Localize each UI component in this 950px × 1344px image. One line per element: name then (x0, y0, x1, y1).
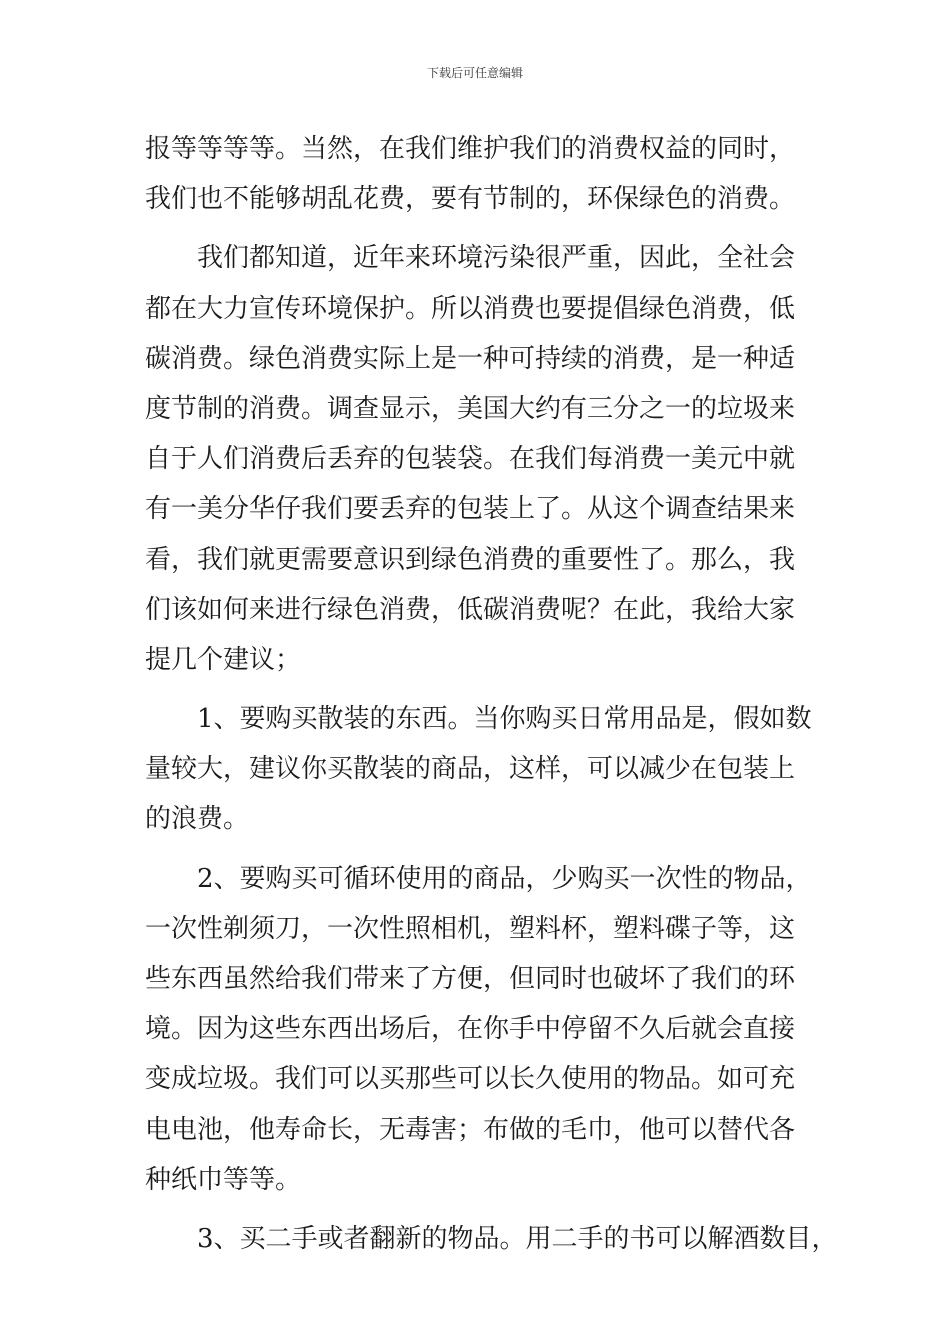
text-line: 报等等等等。当然，在我们维护我们的消费权益的同时， (145, 134, 796, 164)
text-line: 都在大力宣传环境保护。所以消费也要提倡绿色消费，低 (145, 293, 796, 324)
text-line: 2、要购买可循环使用的商品，少购买一次性的物品， (197, 863, 812, 894)
text-line: 度节制的消费。调查显示，美国大约有三分之一的垃圾来 (145, 393, 796, 424)
text-line: 1、要购买散装的东西。当你购买日常用品是，假如数 (197, 704, 812, 735)
paragraph-3 (145, 694, 815, 845)
text-line: 的浪费。 (145, 804, 250, 835)
text-line: 境。因为这些东西出场后，在你手中停留不久后就会直接 (145, 1014, 796, 1045)
page-header: 下载后可任意编辑 (426, 66, 523, 80)
paragraph-5 (145, 1214, 838, 1264)
paragraph-4 (145, 854, 815, 1205)
text-line: 量较大，建议你买散装的商品，这样，可以减少在包装上 (145, 754, 796, 785)
text-line: 提几个建议； (145, 644, 302, 675)
text-line: 有一美分华仔我们要丢弃的包装上了。从这个调查结果来 (145, 494, 796, 525)
text-line: 我们都知道，近年来环境污染很严重，因此，全社会 (197, 243, 796, 274)
text-line: 一次性剃须刀，一次性照相机，塑料杯，塑料碟子等，这 (145, 913, 796, 944)
text-line: 3、买二手或者翻新的物品。用二手的书可以解酒数目， (197, 1223, 838, 1254)
text-line: 电电池，他寿命长，无毒害；布做的毛巾，他可以替代各 (145, 1114, 796, 1145)
text-line: 自于人们消费后丢弃的包装袋。在我们每消费一美元中就 (145, 444, 796, 475)
paragraph-2 (145, 233, 815, 685)
text-line: 种纸巾等等。 (145, 1164, 302, 1195)
paragraph-1 (145, 124, 815, 224)
text-line: 看，我们就更需要意识到绿色消费的重要性了。那么，我 (145, 544, 796, 575)
text-line: 我们也不能够胡乱花费，要有节制的，环保绿色的消费。 (145, 184, 796, 215)
text-line: 碳消费。绿色消费实际上是一种可持续的消费，是一种适 (145, 343, 796, 374)
text-line: 些东西虽然给我们带来了方便，但同时也破坏了我们的环 (145, 964, 796, 994)
text-line: 们该如何来进行绿色消费，低碳消费呢？在此，我给大家 (145, 594, 796, 625)
document-body (145, 124, 838, 1264)
text-line: 变成垃圾。我们可以买那些可以长久使用的物品。如可充 (145, 1064, 796, 1095)
